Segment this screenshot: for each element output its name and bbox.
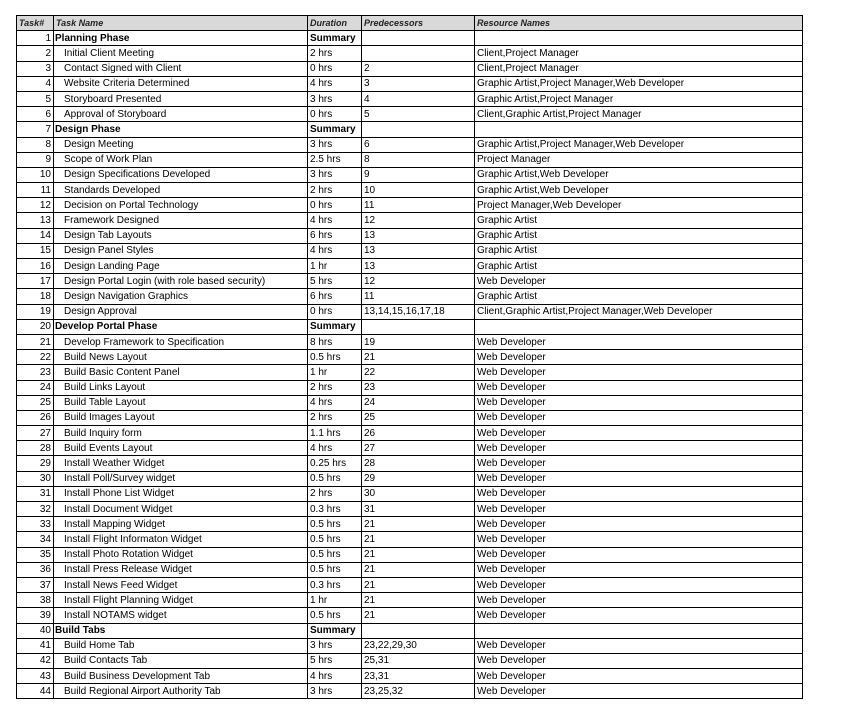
duration-cell: 0.5 hrs (308, 547, 362, 562)
duration-cell: Summary (308, 319, 362, 334)
task-number-cell: 25 (17, 395, 54, 410)
duration-cell: 4 hrs (308, 243, 362, 258)
predecessors-cell: 25,31 (362, 653, 475, 668)
duration-cell: 8 hrs (308, 334, 362, 349)
predecessors-cell: 12 (362, 274, 475, 289)
resource-names-cell: Web Developer (475, 638, 803, 653)
task-number-cell: 7 (17, 122, 54, 137)
table-row (17, 471, 803, 486)
predecessors-cell: 23 (362, 380, 475, 395)
resource-names-cell: Web Developer (475, 562, 803, 577)
predecessors-cell: 19 (362, 334, 475, 349)
resource-names-cell: Web Developer (475, 426, 803, 441)
table-row (17, 608, 803, 623)
duration-cell: 5 hrs (308, 274, 362, 289)
resource-names-cell: Graphic Artist,Project Manager,Web Developer (475, 137, 803, 152)
table-row (17, 456, 803, 471)
resource-names-cell: Graphic Artist (475, 228, 803, 243)
resource-names-cell: Client,Project Manager (475, 46, 803, 61)
task-name-cell: Install Weather Widget (54, 456, 308, 471)
duration-cell: 0.5 hrs (308, 471, 362, 486)
predecessors-cell (362, 623, 475, 638)
predecessors-cell: 24 (362, 395, 475, 410)
resource-names-cell (475, 31, 803, 46)
resource-names-cell: Web Developer (475, 502, 803, 517)
resource-names-cell: Web Developer (475, 684, 803, 699)
table-row (17, 61, 803, 76)
task-name-cell: Design Phase (54, 122, 308, 137)
task-name-cell: Install Flight Informaton Widget (54, 532, 308, 547)
task-number-cell: 42 (17, 653, 54, 668)
duration-cell: Summary (308, 122, 362, 137)
task-number-cell: 4 (17, 76, 54, 91)
task-name-cell: Develop Portal Phase (54, 319, 308, 334)
task-number-cell: 34 (17, 532, 54, 547)
duration-cell: 0.5 hrs (308, 517, 362, 532)
header-task-name: Task Name (54, 16, 308, 31)
duration-cell: 0.5 hrs (308, 350, 362, 365)
header-duration: Duration (308, 16, 362, 31)
duration-cell: 2 hrs (308, 46, 362, 61)
duration-cell: 2 hrs (308, 486, 362, 501)
resource-names-cell (475, 122, 803, 137)
task-name-cell: Design Specifications Developed (54, 167, 308, 182)
predecessors-cell: 21 (362, 577, 475, 592)
duration-cell: 1 hr (308, 365, 362, 380)
duration-cell: 4 hrs (308, 441, 362, 456)
task-number-cell: 9 (17, 152, 54, 167)
table-row (17, 213, 803, 228)
table-row (17, 289, 803, 304)
duration-cell: 0.5 hrs (308, 608, 362, 623)
table-row (17, 410, 803, 425)
duration-cell: 2 hrs (308, 410, 362, 425)
duration-cell: 4 hrs (308, 395, 362, 410)
table-row (17, 517, 803, 532)
predecessors-cell: 25 (362, 410, 475, 425)
table-row (17, 380, 803, 395)
duration-cell: 4 hrs (308, 669, 362, 684)
task-table (16, 15, 803, 699)
predecessors-cell: 21 (362, 350, 475, 365)
task-name-cell: Build Business Development Tab (54, 669, 308, 684)
task-name-cell: Design Tab Layouts (54, 228, 308, 243)
table-row (17, 46, 803, 61)
predecessors-cell: 29 (362, 471, 475, 486)
predecessors-cell: 31 (362, 502, 475, 517)
predecessors-cell: 13,14,15,16,17,18 (362, 304, 475, 319)
task-number-cell: 2 (17, 46, 54, 61)
task-number-cell: 33 (17, 517, 54, 532)
table-row (17, 426, 803, 441)
resource-names-cell: Web Developer (475, 593, 803, 608)
task-name-cell: Approval of Storyboard (54, 107, 308, 122)
predecessors-cell: 3 (362, 76, 475, 91)
resource-names-cell: Web Developer (475, 669, 803, 684)
task-name-cell: Install NOTAMS widget (54, 608, 308, 623)
table-row (17, 562, 803, 577)
resource-names-cell: Graphic Artist,Web Developer (475, 167, 803, 182)
table-row (17, 684, 803, 699)
predecessors-cell: 28 (362, 456, 475, 471)
table-row (17, 441, 803, 456)
predecessors-cell (362, 31, 475, 46)
predecessors-cell: 21 (362, 562, 475, 577)
task-number-cell: 15 (17, 243, 54, 258)
predecessors-cell: 2 (362, 61, 475, 76)
task-number-cell: 26 (17, 410, 54, 425)
duration-cell: 4 hrs (308, 76, 362, 91)
table-row (17, 259, 803, 274)
task-number-cell: 32 (17, 502, 54, 517)
table-row (17, 152, 803, 167)
task-name-cell: Initial Client Meeting (54, 46, 308, 61)
task-number-cell: 17 (17, 274, 54, 289)
table-row (17, 395, 803, 410)
resource-names-cell: Project Manager,Web Developer (475, 198, 803, 213)
resource-names-cell (475, 623, 803, 638)
predecessors-cell: 4 (362, 91, 475, 106)
duration-cell: 2 hrs (308, 380, 362, 395)
predecessors-cell: 5 (362, 107, 475, 122)
resource-names-cell: Web Developer (475, 608, 803, 623)
predecessors-cell: 22 (362, 365, 475, 380)
task-number-cell: 24 (17, 380, 54, 395)
resource-names-cell: Graphic Artist,Project Manager,Web Developer (475, 76, 803, 91)
table-row (17, 486, 803, 501)
resource-names-cell: Web Developer (475, 486, 803, 501)
duration-cell: 3 hrs (308, 638, 362, 653)
table-row (17, 91, 803, 106)
task-number-cell: 36 (17, 562, 54, 577)
task-number-cell: 20 (17, 319, 54, 334)
task-name-cell: Design Panel Styles (54, 243, 308, 258)
task-name-cell: Storyboard Presented (54, 91, 308, 106)
task-number-cell: 31 (17, 486, 54, 501)
task-number-cell: 41 (17, 638, 54, 653)
resource-names-cell: Graphic Artist (475, 213, 803, 228)
predecessors-cell: 21 (362, 532, 475, 547)
task-name-cell: Design Portal Login (with role based security) (54, 274, 308, 289)
resource-names-cell: Web Developer (475, 334, 803, 349)
duration-cell: 5 hrs (308, 653, 362, 668)
resource-names-cell: Web Developer (475, 532, 803, 547)
predecessors-cell: 23,25,32 (362, 684, 475, 699)
task-name-cell: Build Home Tab (54, 638, 308, 653)
task-number-cell: 28 (17, 441, 54, 456)
task-number-cell: 3 (17, 61, 54, 76)
task-name-cell: Build Tabs (54, 623, 308, 638)
summary-row (17, 122, 803, 137)
duration-cell: 0 hrs (308, 107, 362, 122)
task-name-cell: Build Contacts Tab (54, 653, 308, 668)
duration-cell: 1.1 hrs (308, 426, 362, 441)
duration-cell: 3 hrs (308, 137, 362, 152)
resource-names-cell: Graphic Artist,Project Manager (475, 91, 803, 106)
duration-cell: 0.3 hrs (308, 577, 362, 592)
header-predecessors: Predecessors (362, 16, 475, 31)
predecessors-cell (362, 46, 475, 61)
duration-cell: Summary (308, 623, 362, 638)
predecessors-cell: 11 (362, 198, 475, 213)
task-number-cell: 8 (17, 137, 54, 152)
table-row (17, 76, 803, 91)
resource-names-cell: Graphic Artist (475, 289, 803, 304)
task-name-cell: Install News Feed Widget (54, 577, 308, 592)
task-name-cell: Build Basic Content Panel (54, 365, 308, 380)
predecessors-cell: 23,22,29,30 (362, 638, 475, 653)
duration-cell: 6 hrs (308, 289, 362, 304)
task-number-cell: 14 (17, 228, 54, 243)
table-row (17, 669, 803, 684)
predecessors-cell (362, 319, 475, 334)
task-name-cell: Install Document Widget (54, 502, 308, 517)
resource-names-cell: Client,Graphic Artist,Project Manager (475, 107, 803, 122)
duration-cell: 3 hrs (308, 167, 362, 182)
predecessors-cell: 13 (362, 228, 475, 243)
resource-names-cell: Web Developer (475, 380, 803, 395)
task-name-cell: Build Events Layout (54, 441, 308, 456)
resource-names-cell: Web Developer (475, 577, 803, 592)
resource-names-cell: Client,Project Manager (475, 61, 803, 76)
task-name-cell: Website Criteria Determined (54, 76, 308, 91)
predecessors-cell: 23,31 (362, 669, 475, 684)
resource-names-cell: Web Developer (475, 274, 803, 289)
task-name-cell: Build Links Layout (54, 380, 308, 395)
task-name-cell: Design Meeting (54, 137, 308, 152)
task-number-cell: 23 (17, 365, 54, 380)
summary-row (17, 31, 803, 46)
table-row (17, 198, 803, 213)
task-number-cell: 30 (17, 471, 54, 486)
header-task-number: Task# (17, 16, 54, 31)
task-name-cell: Standards Developed (54, 183, 308, 198)
duration-cell: 1 hr (308, 259, 362, 274)
duration-cell: 0.5 hrs (308, 532, 362, 547)
resource-names-cell (475, 319, 803, 334)
resource-names-cell: Web Developer (475, 410, 803, 425)
table-row (17, 532, 803, 547)
task-name-cell: Decision on Portal Technology (54, 198, 308, 213)
resource-names-cell: Web Developer (475, 365, 803, 380)
task-name-cell: Design Landing Page (54, 259, 308, 274)
resource-names-cell: Project Manager (475, 152, 803, 167)
predecessors-cell: 12 (362, 213, 475, 228)
duration-cell: 6 hrs (308, 228, 362, 243)
resource-names-cell: Web Developer (475, 653, 803, 668)
task-number-cell: 38 (17, 593, 54, 608)
task-number-cell: 11 (17, 183, 54, 198)
table-row (17, 107, 803, 122)
task-name-cell: Design Approval (54, 304, 308, 319)
duration-cell: 0 hrs (308, 198, 362, 213)
predecessors-cell: 21 (362, 608, 475, 623)
resource-names-cell: Web Developer (475, 471, 803, 486)
task-name-cell: Build Table Layout (54, 395, 308, 410)
task-name-cell: Scope of Work Plan (54, 152, 308, 167)
task-number-cell: 1 (17, 31, 54, 46)
table-row (17, 137, 803, 152)
resource-names-cell: Web Developer (475, 350, 803, 365)
duration-cell: 0.3 hrs (308, 502, 362, 517)
task-number-cell: 40 (17, 623, 54, 638)
task-name-cell: Contact Signed with Client (54, 61, 308, 76)
task-name-cell: Install Flight Planning Widget (54, 593, 308, 608)
task-number-cell: 13 (17, 213, 54, 228)
duration-cell: 4 hrs (308, 213, 362, 228)
duration-cell: 3 hrs (308, 684, 362, 699)
task-number-cell: 37 (17, 577, 54, 592)
duration-cell: 1 hr (308, 593, 362, 608)
table-row (17, 365, 803, 380)
summary-row (17, 623, 803, 638)
predecessors-cell: 27 (362, 441, 475, 456)
predecessors-cell: 30 (362, 486, 475, 501)
resource-names-cell: Web Developer (475, 456, 803, 471)
task-number-cell: 18 (17, 289, 54, 304)
summary-row (17, 319, 803, 334)
task-number-cell: 44 (17, 684, 54, 699)
header-row (17, 16, 803, 31)
table-row (17, 334, 803, 349)
task-number-cell: 6 (17, 107, 54, 122)
resource-names-cell: Web Developer (475, 441, 803, 456)
task-number-cell: 29 (17, 456, 54, 471)
task-name-cell: Build Regional Airport Authority Tab (54, 684, 308, 699)
table-row (17, 547, 803, 562)
task-number-cell: 5 (17, 91, 54, 106)
duration-cell: Summary (308, 31, 362, 46)
predecessors-cell: 8 (362, 152, 475, 167)
duration-cell: 2 hrs (308, 183, 362, 198)
task-name-cell: Install Phone List Widget (54, 486, 308, 501)
task-name-cell: Install Press Release Widget (54, 562, 308, 577)
duration-cell: 3 hrs (308, 91, 362, 106)
predecessors-cell: 21 (362, 547, 475, 562)
table-row (17, 653, 803, 668)
predecessors-cell: 13 (362, 243, 475, 258)
duration-cell: 2.5 hrs (308, 152, 362, 167)
resource-names-cell: Graphic Artist (475, 259, 803, 274)
task-name-cell: Install Mapping Widget (54, 517, 308, 532)
task-name-cell: Build Images Layout (54, 410, 308, 425)
predecessors-cell: 13 (362, 259, 475, 274)
resource-names-cell: Graphic Artist,Web Developer (475, 183, 803, 198)
resource-names-cell: Web Developer (475, 395, 803, 410)
task-number-cell: 35 (17, 547, 54, 562)
header-resource-names: Resource Names (475, 16, 803, 31)
resource-names-cell: Web Developer (475, 547, 803, 562)
resource-names-cell: Graphic Artist (475, 243, 803, 258)
task-number-cell: 16 (17, 259, 54, 274)
table-row (17, 183, 803, 198)
table-row (17, 304, 803, 319)
predecessors-cell (362, 122, 475, 137)
duration-cell: 0 hrs (308, 61, 362, 76)
task-number-cell: 10 (17, 167, 54, 182)
task-name-cell: Build News Layout (54, 350, 308, 365)
predecessors-cell: 11 (362, 289, 475, 304)
table-row (17, 638, 803, 653)
predecessors-cell: 26 (362, 426, 475, 441)
resource-names-cell: Web Developer (475, 517, 803, 532)
task-number-cell: 21 (17, 334, 54, 349)
table-row (17, 502, 803, 517)
table-row (17, 167, 803, 182)
task-number-cell: 22 (17, 350, 54, 365)
duration-cell: 0 hrs (308, 304, 362, 319)
predecessors-cell: 6 (362, 137, 475, 152)
task-name-cell: Build Inquiry form (54, 426, 308, 441)
table-row (17, 228, 803, 243)
task-number-cell: 43 (17, 669, 54, 684)
task-name-cell: Install Photo Rotation Widget (54, 547, 308, 562)
task-number-cell: 19 (17, 304, 54, 319)
predecessors-cell: 21 (362, 517, 475, 532)
task-name-cell: Planning Phase (54, 31, 308, 46)
task-number-cell: 39 (17, 608, 54, 623)
task-number-cell: 27 (17, 426, 54, 441)
table-row (17, 274, 803, 289)
task-table-body (17, 31, 803, 699)
task-number-cell: 12 (17, 198, 54, 213)
task-name-cell: Install Poll/Survey widget (54, 471, 308, 486)
duration-cell: 0.5 hrs (308, 562, 362, 577)
resource-names-cell: Client,Graphic Artist,Project Manager,Web Developer (475, 304, 803, 319)
table-row (17, 350, 803, 365)
duration-cell: 0.25 hrs (308, 456, 362, 471)
table-row (17, 243, 803, 258)
predecessors-cell: 10 (362, 183, 475, 198)
table-row (17, 593, 803, 608)
task-name-cell: Develop Framework to Specification (54, 334, 308, 349)
predecessors-cell: 21 (362, 593, 475, 608)
table-row (17, 577, 803, 592)
task-name-cell: Design Navigation Graphics (54, 289, 308, 304)
task-name-cell: Framework Designed (54, 213, 308, 228)
predecessors-cell: 9 (362, 167, 475, 182)
